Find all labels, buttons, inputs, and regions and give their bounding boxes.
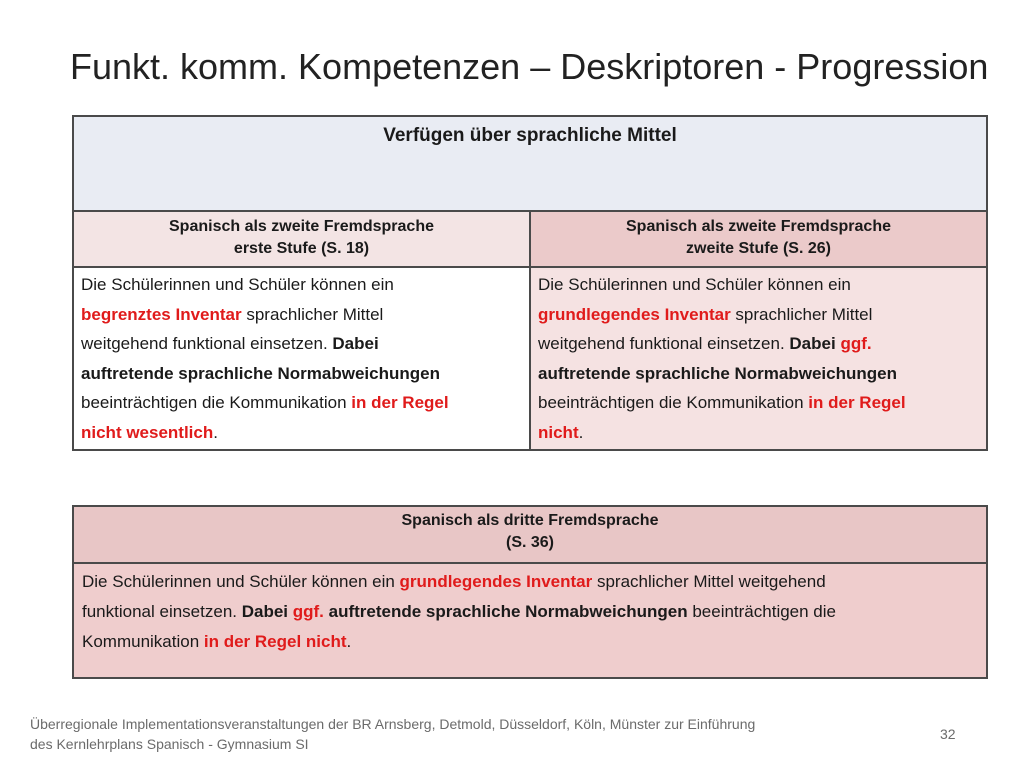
column-heading-erste-stufe <box>73 211 530 267</box>
bold-text: auftretende sprachliche Normabweichungen <box>81 363 440 383</box>
column-heading-dritte-fremdsprache <box>73 506 987 563</box>
footer-text <box>30 714 850 754</box>
text-segment: sprachlicher Mittel <box>241 304 384 324</box>
bold-text: auftretende sprachliche Normabweichungen <box>323 602 688 621</box>
descriptor-line <box>538 329 980 359</box>
text-segment: beeinträchtigen die Kommunikation <box>81 393 352 412</box>
highlighted-text: begrenztes Inventar <box>81 304 242 324</box>
page-number: 32 <box>940 726 956 742</box>
text-segment: sprachlicher Mittel <box>730 304 873 324</box>
text-segment: weitgehend funktional einsetzen. <box>81 334 333 353</box>
column-heading-line: (S. 36) <box>505 534 554 551</box>
text-segment: . <box>578 422 584 442</box>
descriptor-line <box>82 597 978 627</box>
descriptor-table-top <box>72 115 988 451</box>
column-heading-line: Spanisch als zweite Fremdsprache <box>626 218 891 235</box>
slide-title: Funkt. komm. Kompetenzen – Deskriptoren - Progression <box>70 46 989 87</box>
text-segment: Die Schülerinnen und Schüler können ein <box>538 275 851 294</box>
bold-text: Dabei <box>332 334 379 353</box>
descriptor-text-erste-stufe <box>73 267 530 450</box>
descriptor-line <box>81 270 523 300</box>
bold-text: Dabei <box>241 602 293 621</box>
descriptor-line <box>81 418 523 448</box>
descriptor-line <box>81 300 523 330</box>
descriptor-line <box>82 627 978 657</box>
highlighted-text: in der Regel <box>351 393 449 412</box>
text-segment: weitgehend funktional einsetzen. <box>538 334 790 353</box>
descriptor-table-bottom <box>72 505 988 679</box>
highlighted-text: in der Regel <box>808 393 906 412</box>
descriptor-line <box>82 567 978 597</box>
column-heading-line: Spanisch als zweite Fremdsprache <box>169 218 434 235</box>
text-segment: sprachlicher Mittel weitgehend <box>592 572 826 591</box>
bold-text: Dabei <box>789 334 841 353</box>
column-heading-zweite-stufe <box>530 211 987 267</box>
text-segment: Kommunikation <box>82 632 204 651</box>
highlighted-text: ggf. <box>292 602 324 621</box>
text-segment: . <box>213 422 218 442</box>
descriptor-text-zweite-stufe <box>530 267 987 450</box>
highlighted-text: ggf. <box>840 334 872 353</box>
footer-line: Überregionale Implementationsveranstaltungen der BR Arnsberg, Detmold, Düsseldorf, Köln, Münster zur Einführung <box>30 716 756 732</box>
descriptor-line <box>538 418 980 448</box>
descriptor-line <box>538 359 980 389</box>
descriptor-line <box>538 300 980 330</box>
highlighted-text: nicht wesentlich <box>81 422 214 442</box>
descriptor-line <box>81 388 523 418</box>
highlighted-text: in der Regel nicht <box>203 632 347 651</box>
text-segment: . <box>346 632 352 651</box>
descriptor-text-dritte-fremdsprache <box>73 563 987 678</box>
descriptor-line <box>538 270 980 300</box>
text-segment: beeinträchtigen die Kommunikation <box>538 393 809 412</box>
bold-text: auftretende sprachliche Normabweichungen <box>538 363 897 383</box>
column-heading-line: erste Stufe (S. 18) <box>233 240 370 257</box>
table-header: Verfügen über sprachliche Mittel <box>73 116 987 211</box>
footer-line: des Kernlehrplans Spanisch - Gymnasium SI <box>30 736 309 752</box>
text-segment: Die Schülerinnen und Schüler können ein <box>82 572 400 591</box>
highlighted-text: nicht <box>538 422 579 442</box>
column-heading-line: Spanisch als dritte Fremdsprache <box>401 512 659 529</box>
text-segment: beeinträchtigen die <box>687 602 836 621</box>
column-heading-line: zweite Stufe (S. 26) <box>686 240 831 257</box>
highlighted-text: grundlegendes Inventar <box>538 304 731 324</box>
text-segment: Die Schülerinnen und Schüler können ein <box>81 275 394 294</box>
descriptor-line <box>538 388 980 418</box>
text-segment: funktional einsetzen. <box>82 602 242 621</box>
descriptor-line <box>81 359 523 389</box>
descriptor-line <box>81 329 523 359</box>
highlighted-text: grundlegendes Inventar <box>399 572 593 591</box>
